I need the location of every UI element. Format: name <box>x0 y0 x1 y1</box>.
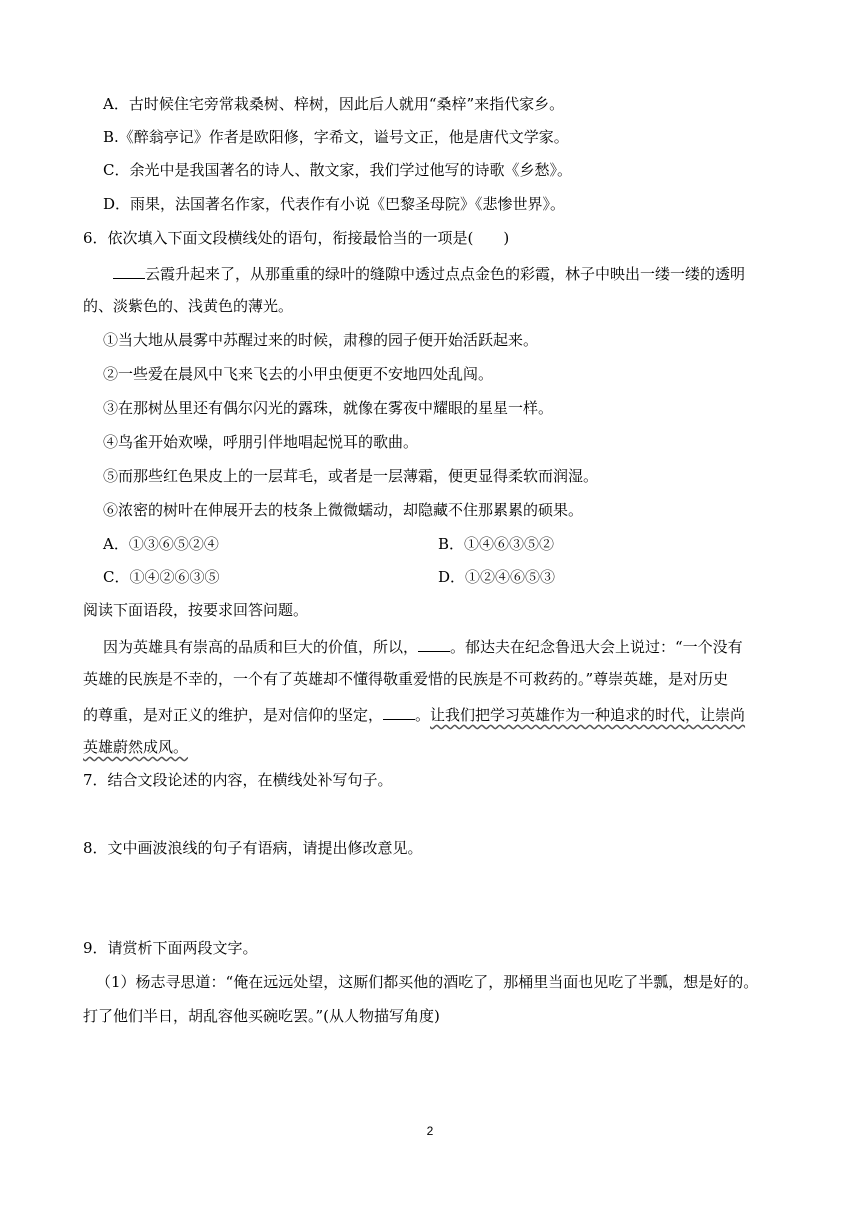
q6-sentence-2: ②一些爱在晨风中飞来飞去的小甲虫便更不安地四处乱闯。 <box>103 365 494 383</box>
q6-passage-line2: 的、淡紫色的、浅黄色的薄光。 <box>83 297 294 315</box>
fill-blank <box>113 262 145 279</box>
q6-passage-text: 云霞升起来了，从那重重的绿叶的缝隙中透过点点金色的彩霞，林子中映出一缕一缕的透明 <box>145 265 746 283</box>
reading-line1 <box>103 635 743 657</box>
reading-line1-a: 因为英雄具有崇高的品质和巨大的价值，所以， <box>103 638 419 656</box>
q6-sentence-6: ⑥浓密的树叶在伸展开去的枝条上微微蠕动，却隐藏不住那累累的硕果。 <box>103 501 584 519</box>
q7-stem: 7．结合文段论述的内容，在横线处补写句子。 <box>83 771 393 789</box>
q6-sentence-3: ③在那树丛里还有偶尔闪光的露珠，就像在雾夜中耀眼的星星一样。 <box>103 399 554 417</box>
q6-choice-a: A．①③⑥⑤②④ <box>103 535 219 553</box>
reading-line3 <box>83 703 745 725</box>
q5-option-a: A．古时候住宅旁常栽桑树、梓树，因此后人就用“桑梓”来指代家乡。 <box>103 95 565 113</box>
reading-line3-a: 的尊重，是对正义的维护，是对信仰的坚定， <box>83 706 384 724</box>
q6-passage-line1 <box>113 262 745 284</box>
q6-sentence-5: ⑤而那些红色果皮上的一层茸毛，或者是一层薄霜，便更显得柔软而润湿。 <box>103 467 599 485</box>
q6-sentence-4: ④鸟雀开始欢噪，呼朋引伴地唱起悦耳的歌曲。 <box>103 433 419 451</box>
q6-choice-c: C．①④②⑥③⑤ <box>103 568 220 586</box>
fill-blank <box>418 635 450 652</box>
fill-blank <box>383 703 415 720</box>
q5-option-d: D．雨果，法国著名作家，代表作有小说《巴黎圣母院》《悲惨世界》。 <box>103 195 566 213</box>
reading-line4 <box>83 737 188 757</box>
page-number: 2 <box>426 1124 434 1138</box>
reading-intro: 阅读下面语段，按要求回答问题。 <box>83 601 309 619</box>
q9-stem: 9．请赏析下面两段文字。 <box>83 939 258 957</box>
q6-choice-d: D．①②④⑥⑤③ <box>438 568 556 586</box>
q5-option-b: B.《醉翁亭记》作者是欧阳修，字希文，谥号文正，他是唐代文学家。 <box>103 128 569 146</box>
q5-option-c: C．余光中是我国著名的诗人、散文家，我们学过他写的诗歌《乡愁》。 <box>103 161 572 179</box>
q6-stem: 6．依次填入下面文段横线处的语句，衔接最恰当的一项是( ) <box>83 229 510 247</box>
wavy-underlined-sentence: 让我们把学习英雄作为一种追求的时代，让崇尚 <box>430 706 746 724</box>
q9-sub1-line2: 打了他们半日，胡乱容他买碗吃罢。”(从人物描写角度) <box>83 1007 440 1025</box>
q8-stem: 8．文中画波浪线的句子有语病，请提出修改意见。 <box>83 839 423 857</box>
reading-line1-b: 。郁达夫在纪念鲁迅大会上说过：“一个没有 <box>450 638 743 656</box>
q9-sub1-line1: （1）杨志寻思道：“俺在远远处望，这厮们都买他的酒吃了，那桶里当面也见吃了半瓢，想是好的。 <box>96 973 759 991</box>
reading-line3-b: 。 <box>415 706 431 724</box>
wavy-underlined-sentence-end: 英雄蔚然成风。 <box>83 738 189 756</box>
reading-line2: 英雄的民族是不幸的，一个有了英雄却不懂得敬重爱惜的民族是不可救药的。”尊崇英雄，是对历史 <box>83 670 729 688</box>
q6-choice-b: B．①④⑥③⑤② <box>438 535 555 553</box>
q6-sentence-1: ①当大地从晨雾中苏醒过来的时候，肃穆的园子便开始活跃起来。 <box>103 331 539 349</box>
